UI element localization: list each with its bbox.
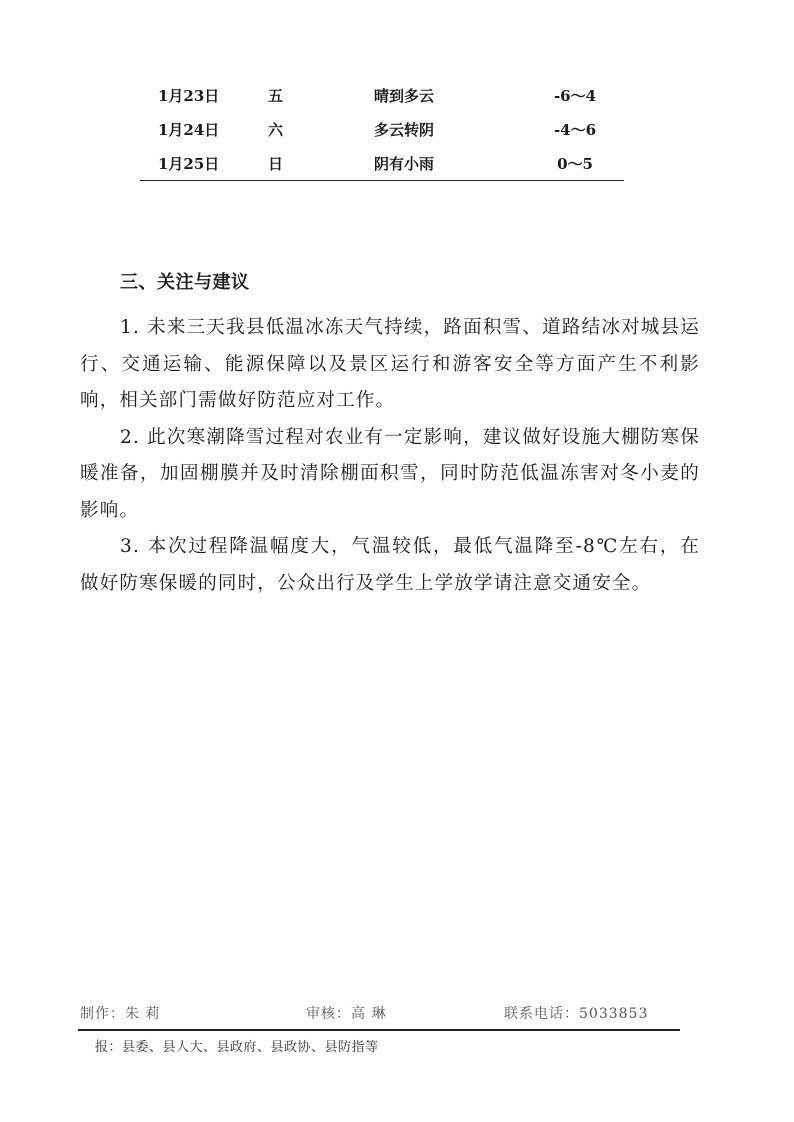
forecast-weekday: 六 bbox=[268, 121, 284, 139]
footer-divider bbox=[78, 1029, 680, 1031]
forecast-row bbox=[140, 146, 624, 180]
forecast-temperature: -4～6 bbox=[553, 121, 597, 139]
forecast-weather: 阴有小雨 bbox=[373, 155, 434, 173]
forecast-weekday: 五 bbox=[268, 87, 284, 105]
forecast-date: 1月24日 bbox=[158, 121, 220, 139]
forecast-weekday: 日 bbox=[268, 155, 284, 173]
forecast-weather: 晴到多云 bbox=[373, 87, 434, 105]
recommendation-paragraph: 3. 本次过程降温幅度大，气温较低，最低气温降至-8℃左右，在做好防寒保暖的同时，公众出行及学生上学放学请注意交通安全。 bbox=[80, 536, 700, 594]
footer-report-to: 报：县委、县人大、县政府、县政协、县防指等 bbox=[95, 1040, 379, 1055]
recommendations-body bbox=[80, 310, 700, 602]
footer-reviewer: 审核：高 琳 bbox=[306, 1006, 387, 1022]
forecast-table bbox=[140, 78, 624, 181]
forecast-row bbox=[140, 78, 624, 112]
forecast-date: 1月23日 bbox=[158, 87, 220, 105]
footer-contact: 联系电话：5033853 bbox=[504, 1006, 649, 1022]
recommendation-paragraph: 1. 未来三天我县低温冰冻天气持续，路面积雪、道路结冰对城县运行、交通运输、能源保障以及景区运行和游客安全等方面产生不利影响，相关部门需做好防范应对工作。 bbox=[80, 317, 700, 411]
forecast-date: 1月25日 bbox=[158, 155, 220, 173]
footer-maker: 制作：朱 莉 bbox=[80, 1006, 161, 1022]
forecast-weather: 多云转阴 bbox=[373, 121, 434, 139]
section-heading: 三、关注与建议 bbox=[120, 272, 250, 293]
recommendation-paragraph: 2. 此次寒潮降雪过程对农业有一定影响，建议做好设施大棚防寒保暖准备，加固棚膜并及时清除棚面积雪，同时防范低温冻害对冬小麦的影响。 bbox=[80, 426, 700, 521]
forecast-temperature: -6～4 bbox=[553, 87, 597, 105]
forecast-temperature: 0～5 bbox=[557, 155, 593, 173]
forecast-row bbox=[140, 112, 624, 146]
